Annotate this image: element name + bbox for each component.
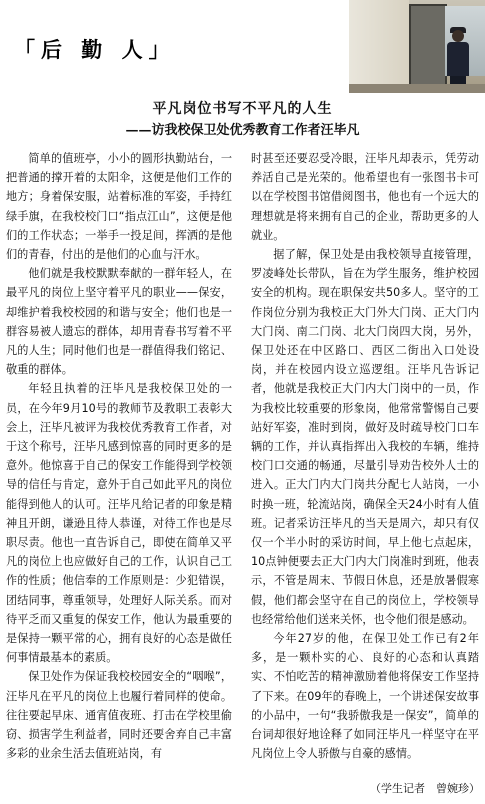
article-paragraph: 据了解，保卫处是由我校领导直接管理，罗凌峰处长带队，旨在为学生服务，维护校园安全的机构。现在职保安共50多人。坚守的工作岗位分别为我校正大门外大门岗、正大门内大门岗、南二门岗、北大门岗四大岗，另外，保卫处还在中区路口、西区二街出入口处设岗，并在校园内设立巡逻组。汪毕凡告诉记者，他就是我校正大门内大门岗中的一员，作为我校比较重要的形象岗，他常常警惕自己要站好军姿，准时到岗，做好及时疏导校门口车辆的工作，并认真指挥出入我校的车辆，维持校门口交通的畅通，尽量引导劝告校外人士的进入。正大门内大门岗共分配七人站岗，一小时换一班，轮流站岗，确保全天24小时有人值班。记者采访汪毕凡的当天是周六，却只有仅仅一个半小时的采访时间，早上他七点起床，10点钟便要去正大门内大门岗准时到班，他表示，不管是周末、节假日休息，还是放暑假寒假，他们都会坚守在自己的岗位上，学校领导也经常给他们送来关怀，也令他们很是感动。 <box>251 248 479 626</box>
photo-floor <box>349 84 485 93</box>
article-subtitle: ——访我校保卫处优秀教育工作者汪毕凡 <box>125 123 360 138</box>
article-paragraph: 他们就是我校默默奉献的一群年轻人，在最平凡的岗位上坚守着平凡的职业——保安，却维护着我校校园的和谐与安全；他们也是一群容易被人遗忘的群体，却用青春书写着不平凡的人生；同时他们也是一群值得我们铭记、敬重的群体。 <box>6 267 232 377</box>
photo-guard-head <box>452 30 464 42</box>
photo-guard-body <box>447 42 469 76</box>
article-paragraph: 今年27岁的他，在保卫处工作已有2年多，是一颗朴实的心、良好的心态和认真踏实、不怕吃苦的精神激励着他将保安工作坚持了下来。在09年的春晚上，一个讲述保安故事的小品中，一句“我骄傲我是一保安”，简单的台词却很好地诠释了如同汪毕凡一样坚守在平凡岗位上令人骄傲与自豪的感情。 <box>251 632 479 761</box>
photo-door <box>409 4 447 88</box>
section-tag: 「后 勤 人」 <box>14 37 176 62</box>
photo-wall <box>349 0 409 93</box>
article-paragraph: 保卫处作为保证我校校园安全的“咽喉”，汪毕凡在平凡的岗位上也履行着同样的使命。往往要起早床、通宵值夜班、打击在学校里偷窃、损害学生利益者，同时还要舍弃自己丰富多彩的业余生活去值班站岗，有 <box>6 670 232 761</box>
article-paragraph: 时甚至还要忍受冷眼，汪毕凡却表示，凭劳动养活自己是光荣的。他希望也有一张图书卡可以在学校图书馆借阅图书，他也有一个远大的理想就是将来拥有自己的企业，帮助更多的人就业。 <box>251 152 479 242</box>
article-paragraph: 年轻且执着的汪毕凡是我校保卫处的一员，在今年9月10号的教师节及教职工表彰大会上，汪毕凡被评为我校优秀教育工作者，对于这个称号，汪毕凡感到惊喜的同时更多的是意外。他惊喜于自己的保安工作能得到学校领导的信任与肯定，意外于自己如此平凡的岗位能得到他人的认可。汪毕凡给记者的印象是精神且开朗，谦逊且待人恭谨，对待工作也是尽职尽责。他也一直告诉自己，即使在简单又平凡的岗位上也应做好自己的工作，认识自己工作的性质；他信奉的工作原则是：少犯错误，团结同事，尊重领导，处理好人际关系。而对待平乏而又重复的保安工作，他认为最重要的是保持一颗平常的心，拥有良好的心态是做任何事情最基本的素质。 <box>6 382 232 665</box>
article-column-right <box>251 149 479 764</box>
article-column-left <box>6 149 232 764</box>
article-title: 平凡岗位书写不平凡的人生 <box>152 101 333 117</box>
article-byline: （学生记者 曾婉珍） <box>370 782 480 795</box>
article-paragraph: 简单的值班亭，小小的圆形执勤站台，一把普通的撑开着的太阳伞，这便是他们工作的地方；身着保安服，站着标准的军姿，手持红绿手旗，在我校校门口“指点江山”，这便是他们的工作状态；一举手一投足间，挥洒的是他们的青春，付出的是他们的心血与汗水。 <box>6 152 232 262</box>
security-guard-photo <box>349 0 485 93</box>
